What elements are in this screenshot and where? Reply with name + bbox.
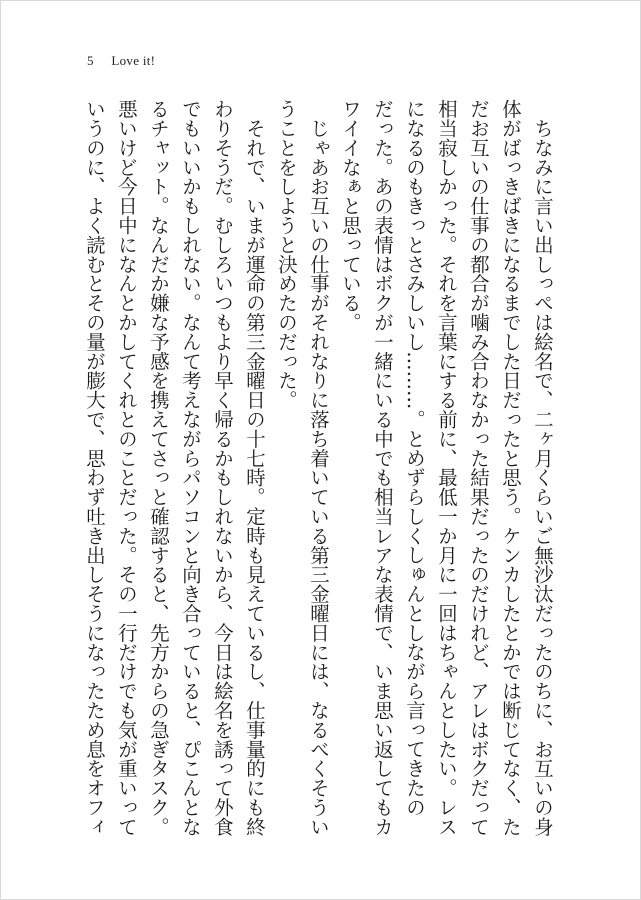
running-title: Love it! [111,53,156,68]
text-column-15: いうのに、よく読むとその量が膨大で、思わず吐き出しそうになったため息をオフィ [83,99,106,837]
text-column-10: それで、いまが運命の第三金曜日の十七時。定時も見えているし、仕事量的にも終 [243,99,266,837]
text-column-12: でもいいかもしれない。なんて考えながらパソコンと向き合っていると、ぴこんとな [179,99,202,837]
text-column-14: 悪いけど今日中になんとかしてくれとのことだった。その一行だけでも気が重いって [115,99,138,837]
text-column-13: るチャット。なんだか嫌な予感を携えてさっと確認すると、先方からの急ぎタスク。 [147,99,170,837]
text-column-1: ちなみに言い出しっぺは絵名で、二ヶ月くらいご無沙汰だったのちに、お互いの身 [531,99,554,837]
text-column-6: だった。あの表情はボクが一緒にいる中でも相当レアな表情で、いま思い返してもカ [371,99,394,837]
text-column-11: わりそうだ。むしろいつもより早く帰るかもしれないから、今日は絵名を誘って外食 [211,99,234,837]
text-column-3: だお互いの仕事の都合が噛み合わなかった結果だったのだけれど、アレはボクだって [467,99,490,837]
text-column-4: 相当寂しかった。それを言葉にする前に、最低一か月に一回はちゃんとしたい。レス [435,99,458,837]
page-number: 5 [87,53,94,68]
text-column-8: じゃあお互いの仕事がそれなりに落ち着いている第三金曜日には、なるべくそうい [307,99,330,837]
page-header [87,53,155,69]
text-column-9: うことをしようと決めたのだった。 [275,99,298,410]
vertical-body-text [78,99,558,861]
text-column-5: になるのもきっとさみしいし………。とめずらしくしゅんとしながら言ってきたの [403,99,426,817]
text-column-2: 体がばっきばきになるまでした日だったと思う。ケンカしたとかでは断じてなく、た [499,99,522,837]
text-column-7: ワイイなぁと思っている。 [339,99,362,332]
